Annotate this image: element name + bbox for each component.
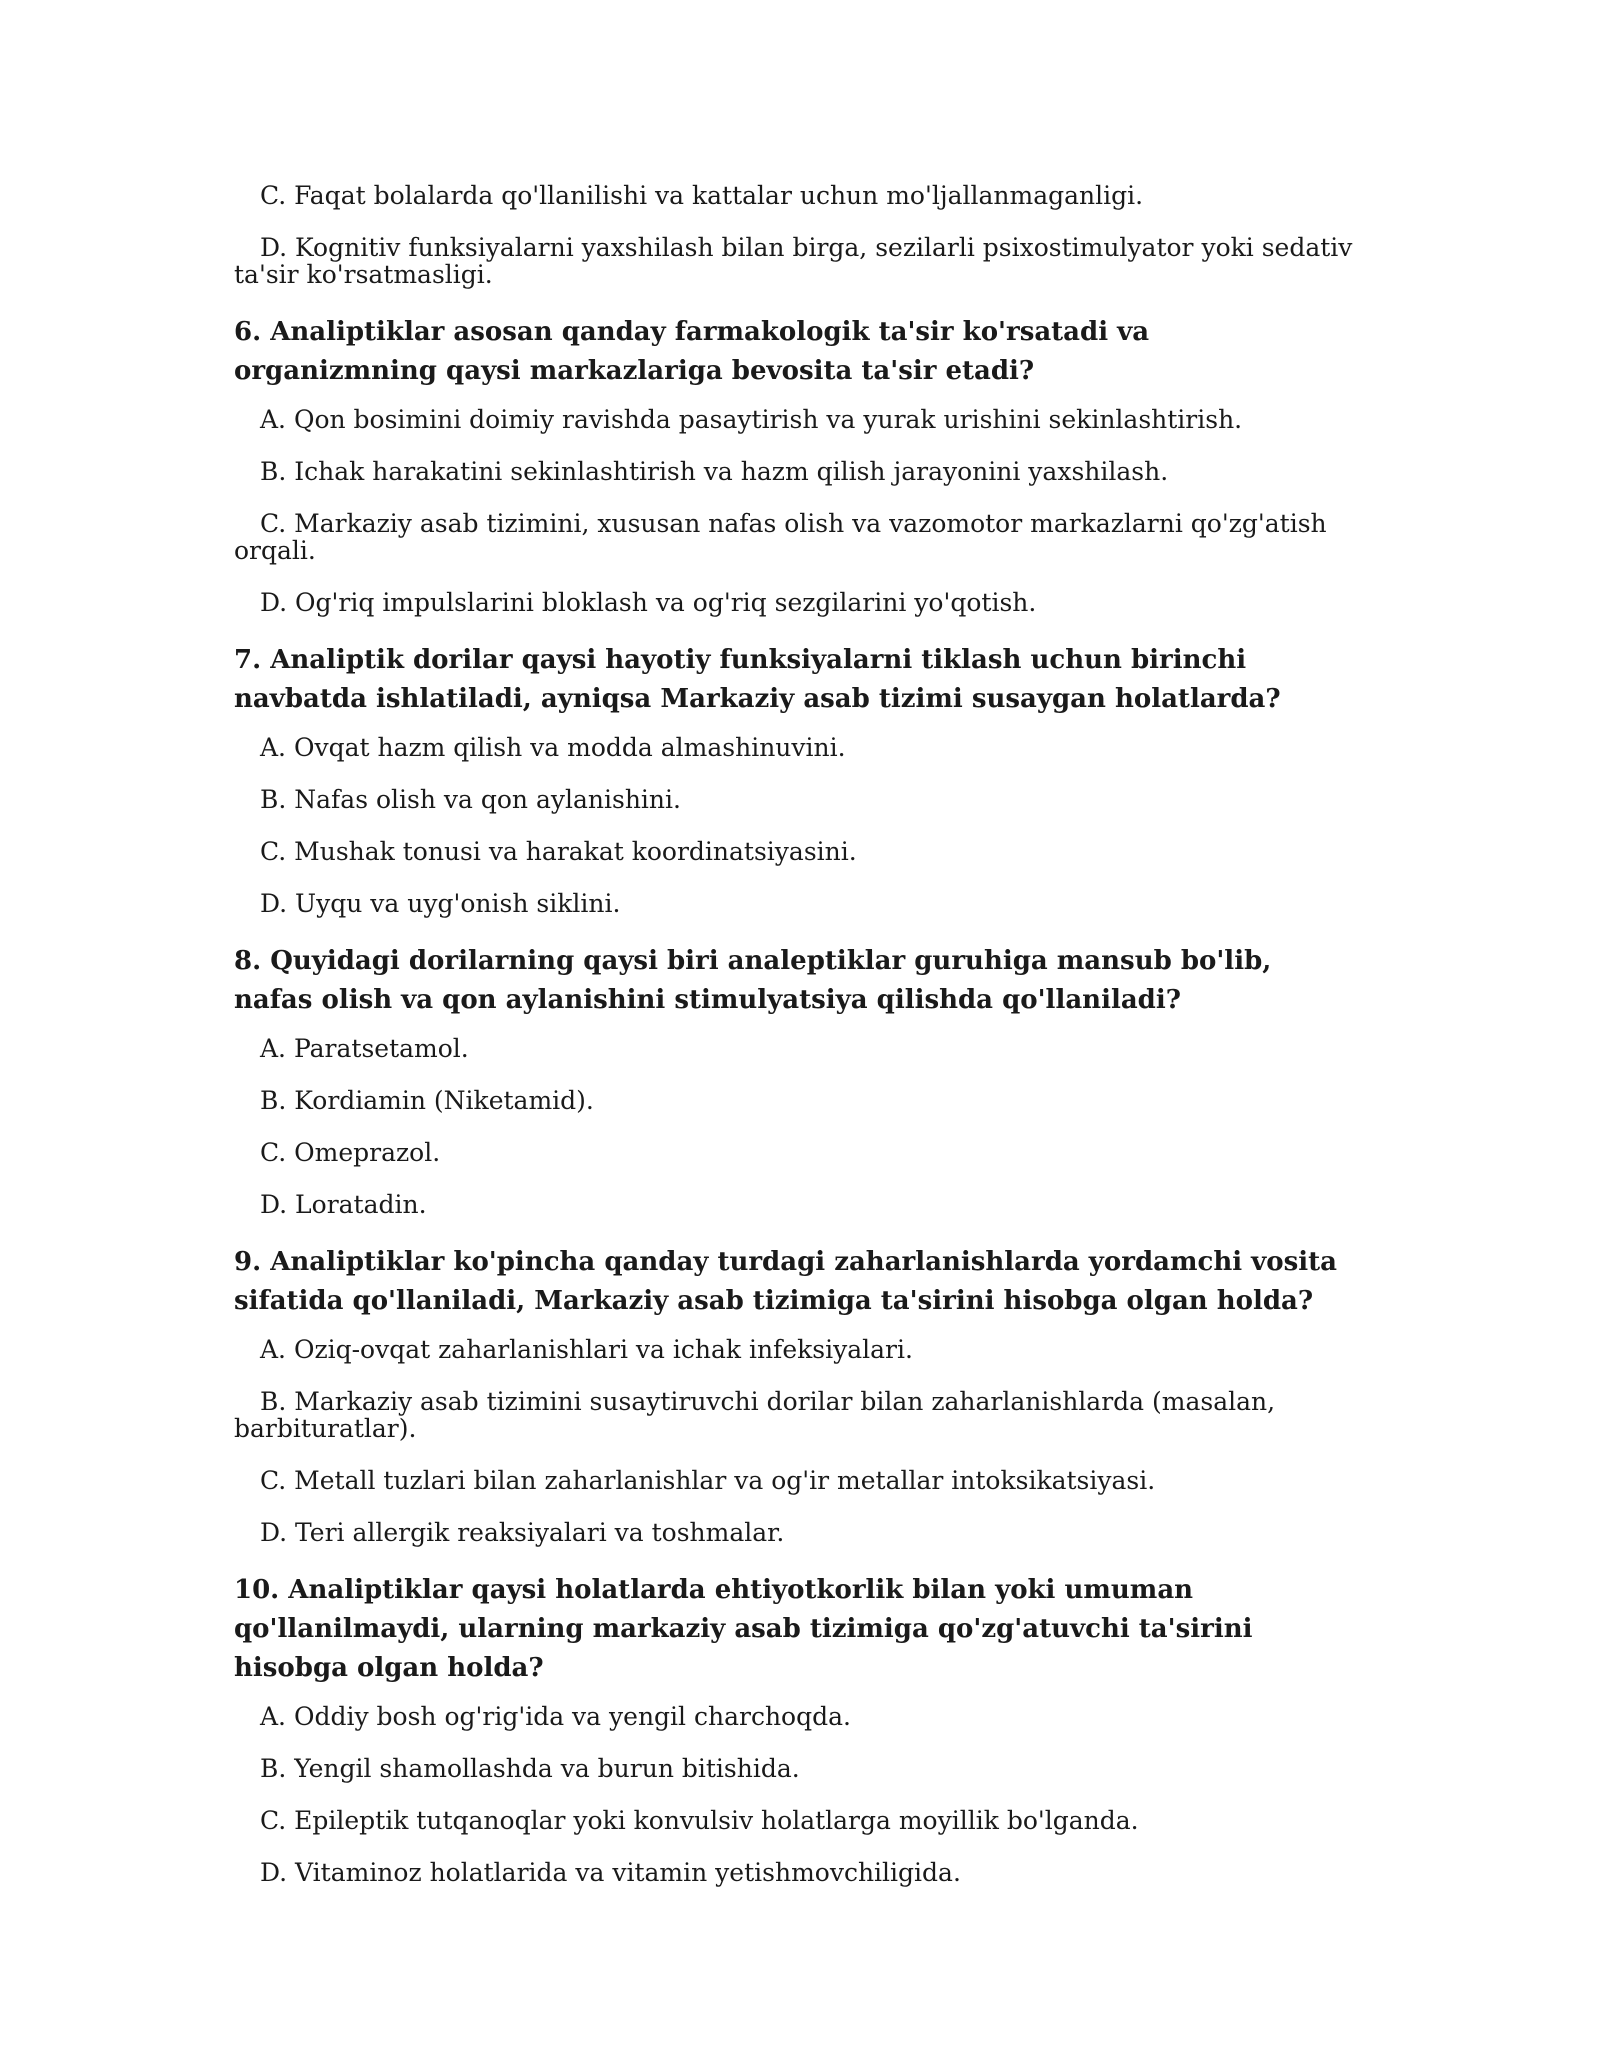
answer-option: C. Omeprazol. (260, 1138, 441, 1167)
answer-option: A. Paratsetamol. (260, 1034, 469, 1063)
question-text: 9. Analiptiklar ko'pincha qanday turdagi zaharlanishlarda yordamchi vosita sifatida qo'llaniladi, Markaziy asab tizimiga ta'sirini hisobga olgan holda? (234, 1247, 1337, 1316)
answer-option: A. Qon bosimini doimiy ravishda pasaytirish va yurak urishini sekinlashtirish. (260, 405, 1243, 434)
answer-option: B. Ichak harakatini sekinlashtirish va hazm qilish jarayonini yaxshilash. (260, 457, 1169, 486)
answer-option: D. Vitaminoz holatlarida va vitamin yetishmovchiligida. (260, 1858, 961, 1887)
answer-option: B. Yengil shamollashda va burun bitishida. (260, 1754, 800, 1783)
answer-option: C. Metall tuzlari bilan zaharlanishlar va og'ir metallar intoksikatsiyasi. (260, 1466, 1156, 1495)
answer-option: D. Kognitiv funksiyalarni yaxshilash bilan birga, sezilarli psixostimulyator yoki sedativ ta'sir ko'rsatmasligi. (234, 233, 1353, 289)
question-8 (234, 942, 1354, 1218)
answer-option: B. Kordiamin (Niketamid). (260, 1086, 594, 1115)
answer-option: B. Nafas olish va qon aylanishini. (260, 785, 681, 814)
question-7 (234, 641, 1354, 917)
answer-option: D. Uyqu va uyg'onish siklini. (260, 889, 621, 918)
question-text: 6. Analiptiklar asosan qanday farmakologik ta'sir ko'rsatadi va organizmning qaysi markazlariga bevosita ta'sir etadi? (234, 317, 1150, 386)
answer-option: C. Epileptik tutqanoqlar yoki konvulsiv holatlarga moyillik bo'lganda. (260, 1806, 1139, 1835)
answer-option: A. Oziq-ovqat zaharlanishlari va ichak infeksiyalari. (260, 1335, 913, 1364)
answer-option: C. Mushak tonusi va harakat koordinatsiyasini. (260, 837, 857, 866)
answer-option: D. Loratadin. (260, 1190, 427, 1219)
answer-option: D. Teri allergik reaksiyalari va toshmalar. (260, 1518, 785, 1547)
question-10 (234, 1571, 1354, 1886)
answer-option: C. Markaziy asab tizimini, xususan nafas olish va vazomotor markazlarni qo'zg'atish orqali. (234, 509, 1327, 565)
question-9 (234, 1243, 1354, 1546)
question-text: 7. Analiptik dorilar qaysi hayotiy funksiyalarni tiklash uchun birinchi navbatda ishlatiladi, ayniqsa Markaziy asab tizimi susaygan holatlarda? (234, 645, 1281, 714)
question-6 (234, 313, 1354, 616)
answer-option: D. Og'riq impulslarini bloklash va og'riq sezgilarini yo'qotish. (260, 588, 1037, 617)
answer-option: A. Ovqat hazm qilish va modda almashinuvini. (260, 733, 846, 762)
answer-option: A. Oddiy bosh og'rig'ida va yengil charchoqda. (260, 1702, 851, 1731)
document-page (234, 182, 1354, 1911)
answer-option: B. Markaziy asab tizimini susaytiruvchi dorilar bilan zaharlanishlarda (masalan, barbituratlar). (234, 1387, 1276, 1443)
question-text: 8. Quyidagi dorilarning qaysi biri analeptiklar guruhiga mansub bo'lib, nafas olish va qon aylanishini stimulyatsiya qilishda qo'llaniladi? (234, 946, 1272, 1015)
answer-option: C. Faqat bolalarda qo'llanilishi va kattalar uchun mo'ljallanmaganligi. (260, 181, 1144, 210)
question-text: 10. Analiptiklar qaysi holatlarda ehtiyotkorlik bilan yoki umuman qo'llanilmaydi, ularning markaziy asab tizimiga qo'zg'atuvchi ta'sirini hisobga olgan holda? (234, 1575, 1253, 1683)
